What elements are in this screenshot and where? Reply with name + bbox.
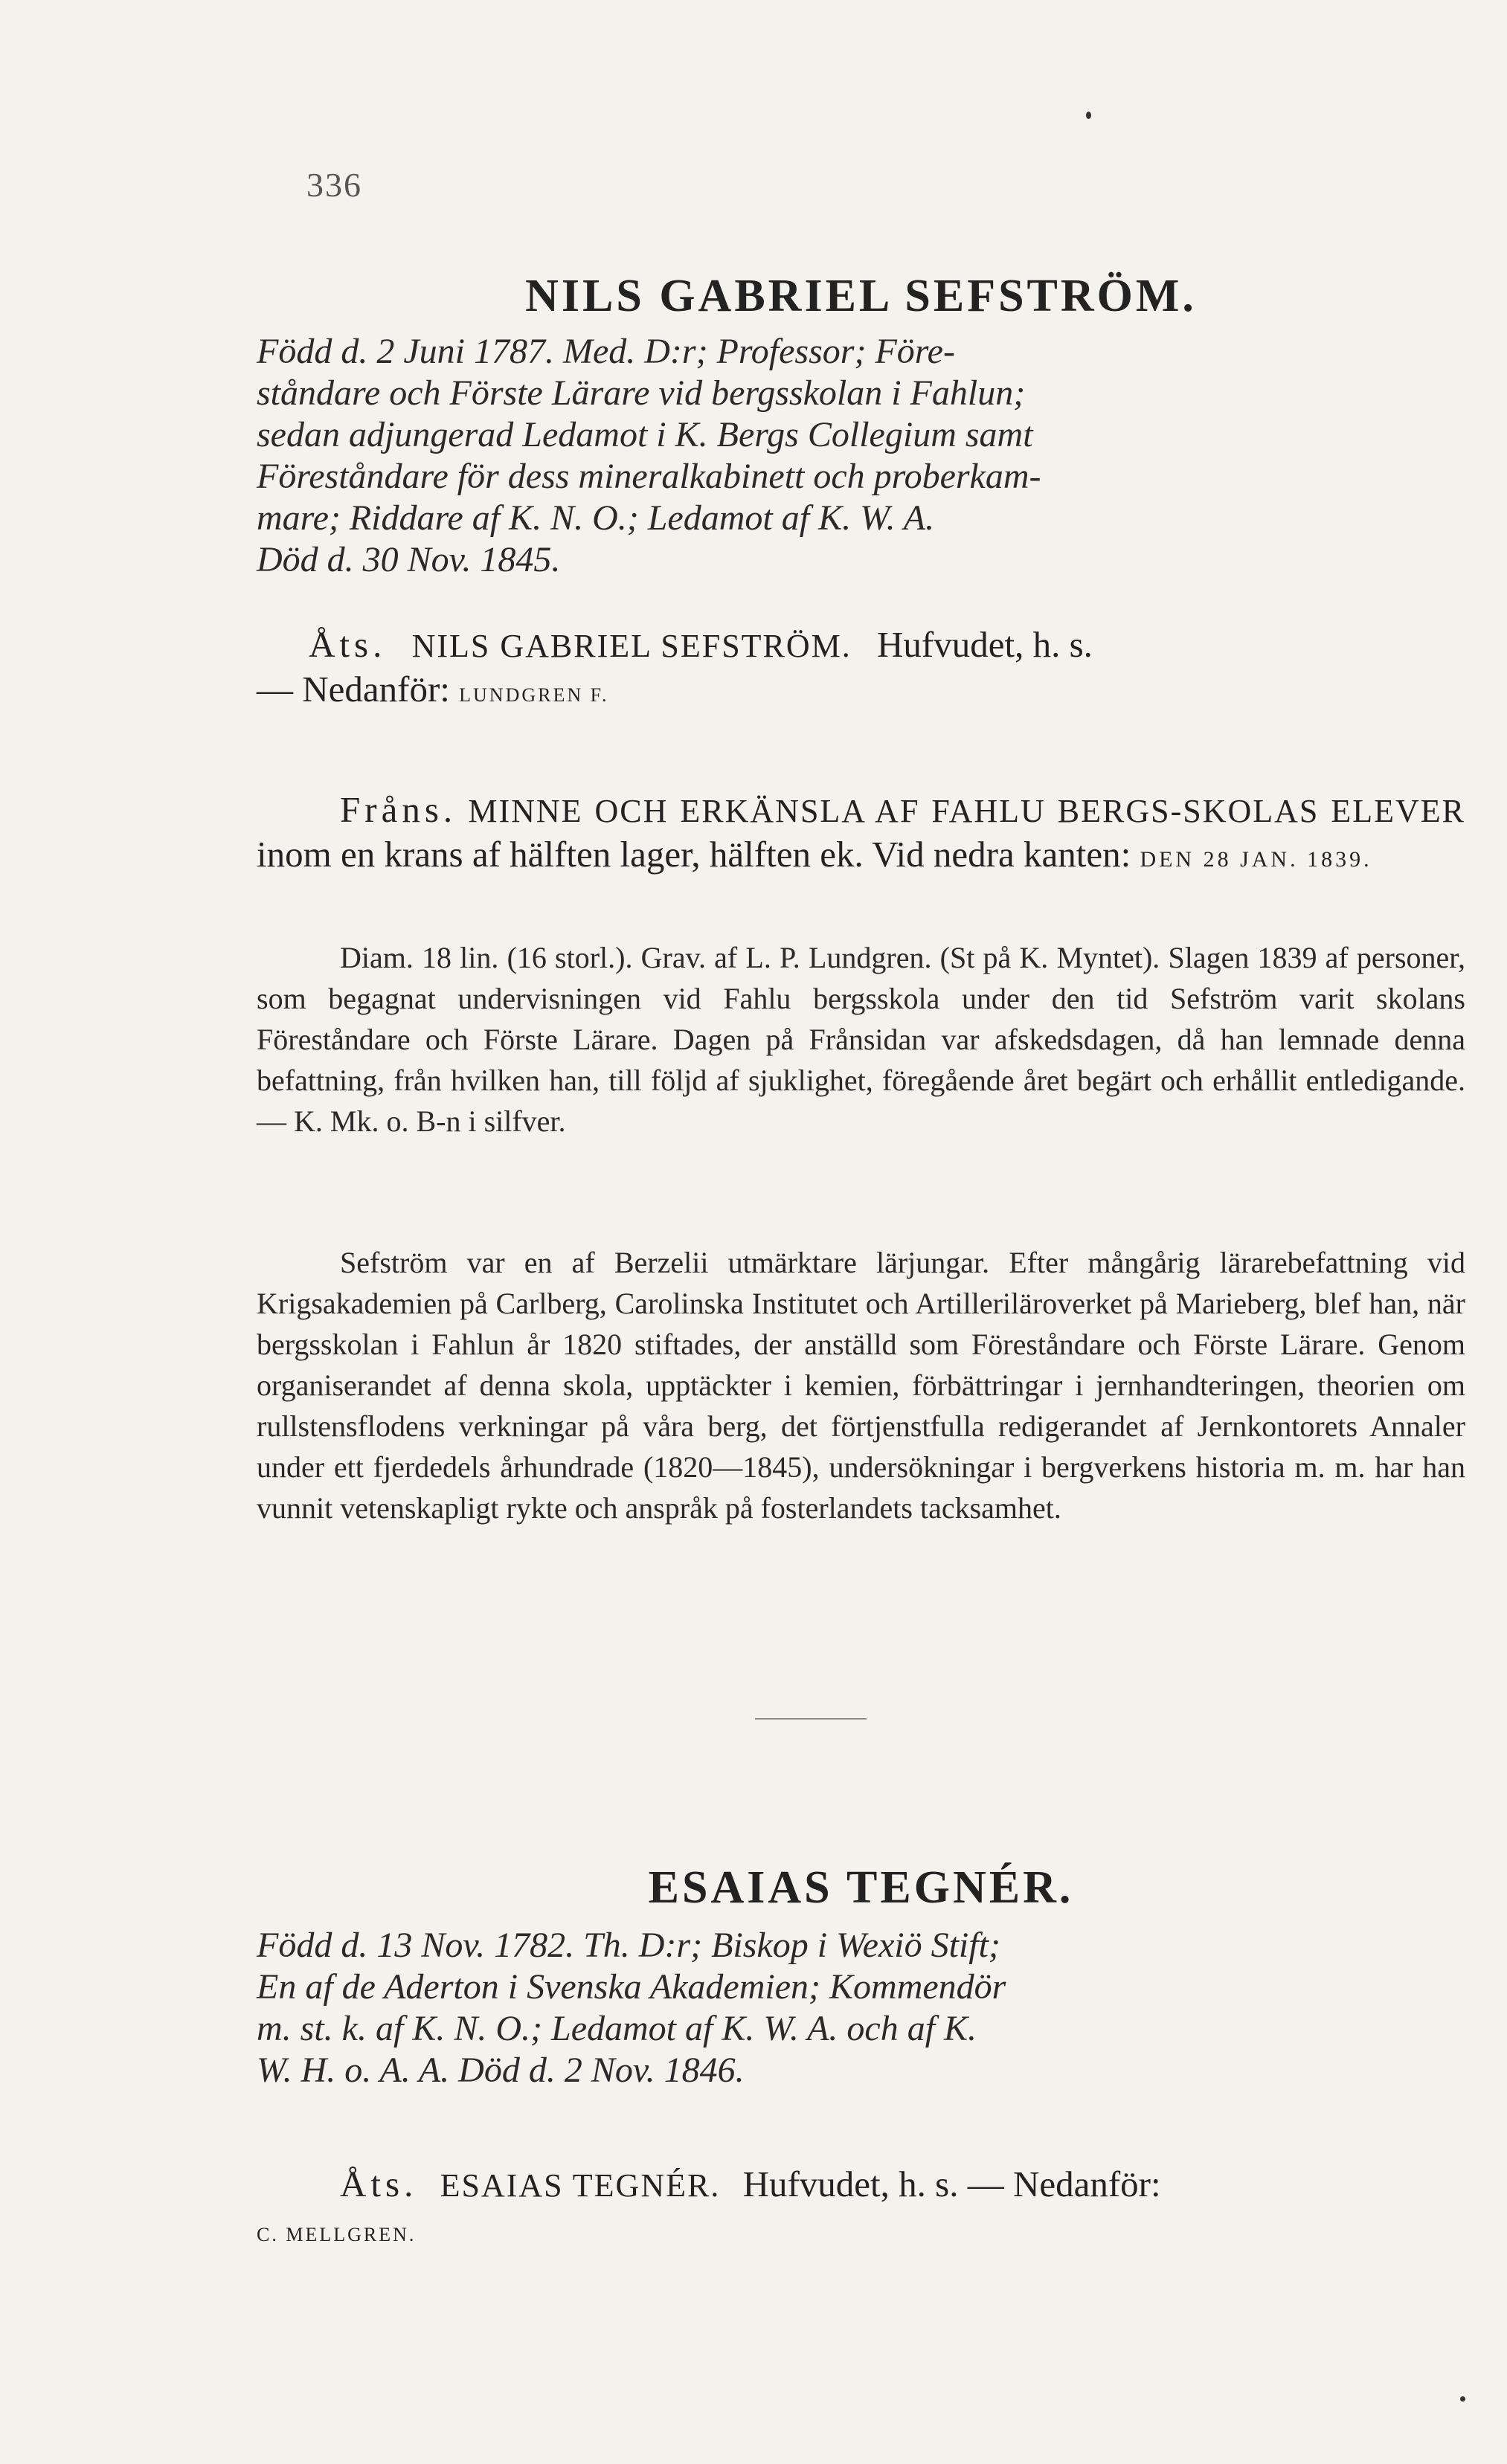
bio-line: sedan adjungerad Ledamot i K. Bergs Collegium samt <box>257 415 1033 454</box>
entry-title: ESAIAS TEGNÉR. <box>648 1862 1074 1913</box>
entry-tegner-heading <box>257 1858 1465 1917</box>
entry-sefstrom-reverse <box>257 788 1465 881</box>
bio-line: Född d. 13 Nov. 1782. Th. D:r; Biskop i Wexiö Stift; <box>257 1926 1000 1965</box>
bio-line: Föreståndare för dess mineralkabinett och proberkam- <box>257 457 1041 496</box>
bio-line: ståndare och Förste Lärare vid bergsskolan i Fahlun; <box>257 373 1026 413</box>
frans-inscription: MINNE OCH ERKÄNSLA AF FAHLU BERGS-SKOLAS ELEVER <box>468 793 1465 829</box>
bio-paragraph <box>257 1925 1465 2091</box>
bio-line: mare; Riddare af K. N. O.; Ledamot af K. W. A. <box>257 498 935 538</box>
nedanfor-label: — Nedanför: <box>257 669 450 710</box>
bio-line: m. st. k. af K. N. O.; Ledamot af K. W. A. och af K. <box>257 2009 977 2048</box>
engraver-signature: C. MELLGREN. <box>257 2224 417 2245</box>
bio-line: Född d. 2 Juni 1787. Med. D:r; Professor; Före- <box>257 332 955 371</box>
ink-speck <box>1086 112 1091 119</box>
entry-sefstrom-obverse <box>257 623 1465 717</box>
medal-description: Diam. 18 lin. (16 storl.). Grav. af L. P. Lundgren. (St på K. Myntet). Slagen 1839 af personer, som begagnat undervisningen vid Fahlu bergsskola under den tid Sefström varit skolans Föreståndare och Förste Lärare. Dagen på Frånsidan var afskedsdagen, då han lemnade denna befattning, från hvilken han, till följd af sjuklighet, föregående året begärt och erhållit entledigande. — K. Mk. o. B-n i silfver. <box>257 941 1465 1138</box>
entry-sefstrom-description <box>257 937 1465 1142</box>
obverse-text <box>257 2163 1465 2256</box>
bio-line: En af de Aderton i Svenska Akademien; Kommendör <box>257 1967 1006 2007</box>
engraver-signature: LUNDGREN F. <box>459 684 609 706</box>
entry-tegner-obverse <box>257 2163 1465 2256</box>
bio-line: W. H. o. A. A. Död d. 2 Nov. 1846. <box>257 2050 745 2090</box>
biography-paragraph: Sefström var en af Berzelii utmärktare lärjungar. Efter mångårig lärarebefattning vid Krigsakademien på Carlberg, Carolinska Institutet och Artilleriläroverket på Marieberg, blef han, när bergsskolan i Fahlun år 1820 stiftades, der anställd som Föreståndare och Förste Lärare. Genom organiserandet af denna skola, upptäckter i kemien, förbättringar i jernhandteringen, theorien om rullstensflodens verkningar på våra berg, det förtjenstfulla redigerandet af Jernkontorets Annaler under ett fjerdedels århundrade (1820—1845), undersökningar i bergverkens historia m. m. har han vunnit vetenskapligt rykte och anspråk på fosterlandets tacksamhet. <box>257 1246 1465 1525</box>
bio-line: Död d. 30 Nov. 1845. <box>257 540 561 579</box>
ats-label: Åts. <box>340 2164 418 2204</box>
entry-title: NILS GABRIEL SEFSTRÖM. <box>525 271 1197 321</box>
obverse-text <box>257 623 1465 717</box>
entry-sefstrom-biography <box>257 1242 1465 1528</box>
frans-rest: inom en krans af hälften lager, hälften ek. Vid nedra kanten: <box>257 834 1131 875</box>
entry-tegner-bio <box>257 1925 1465 2091</box>
ats-name: ESAIAS TEGNÉR. <box>440 2167 721 2204</box>
ats-label: Åts. <box>309 624 387 665</box>
page-number: 336 <box>306 166 362 204</box>
entry-sefstrom-heading <box>257 266 1465 326</box>
bio-paragraph <box>257 331 1465 581</box>
ats-rest: Hufvudet, h. s. — Nedanför: <box>742 2164 1161 2204</box>
ats-rest: Hufvudet, h. s. <box>877 624 1093 665</box>
section-divider <box>755 1718 867 1720</box>
frans-label: Fråns. <box>340 789 457 830</box>
ink-speck <box>1460 2396 1465 2402</box>
ats-name: NILS GABRIEL SEFSTRÖM. <box>411 628 852 664</box>
reverse-text <box>257 788 1465 881</box>
frans-date: DEN 28 JAN. 1839. <box>1140 847 1372 872</box>
entry-sefstrom-bio <box>257 331 1465 581</box>
